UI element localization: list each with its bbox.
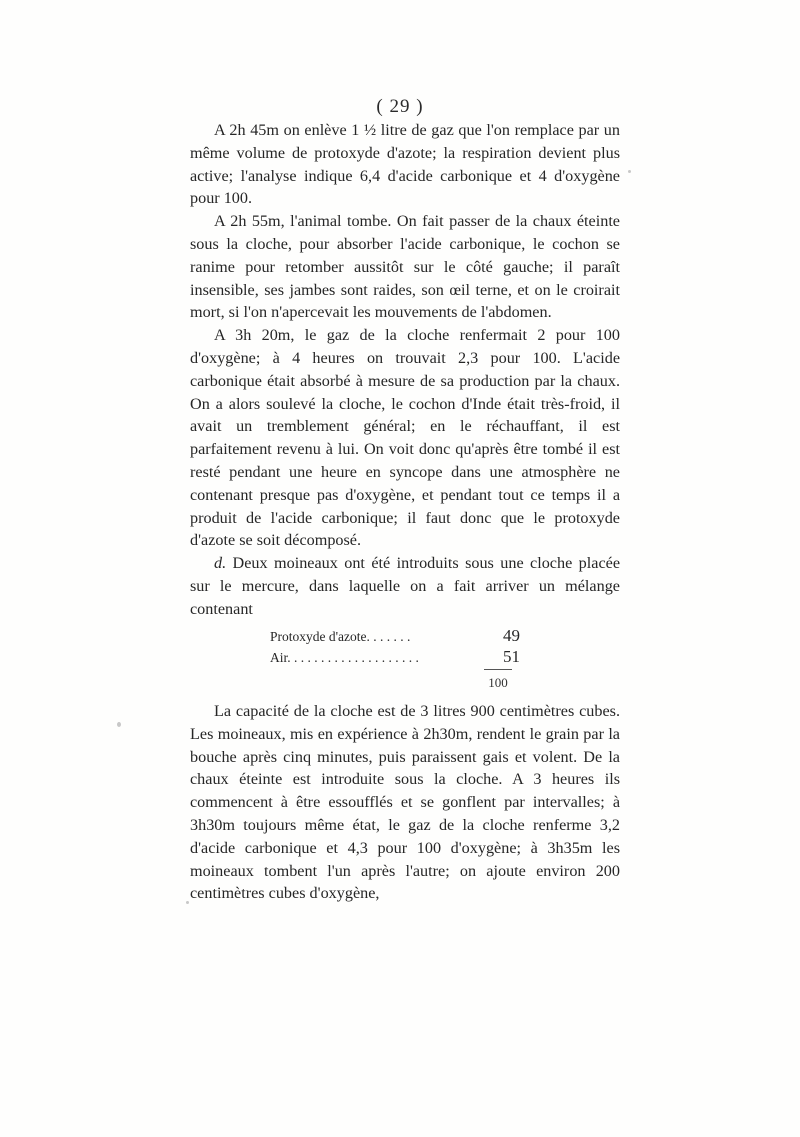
section-letter: d. <box>214 554 227 573</box>
table-total: 100 <box>488 675 508 690</box>
sum-rule <box>484 669 512 670</box>
section-d-text: Deux moineaux ont été introduits sous une cloche placée sur le mercure, dans laquelle on a fait arriver un mélange contenant <box>190 554 620 618</box>
paragraph-1: A 2h 45m on enlève 1 ½ litre de gaz que l'on remplace par un même volume de protoxyde d'azote; la respiration devient plus active; l'analyse indique 6,4 d'acide carbonique et 4 d'oxygène pour 100. <box>190 121 620 208</box>
paper-speck <box>628 170 631 173</box>
row-label: Protoxyde d'azote. . . . . . . <box>270 629 411 644</box>
closing-text <box>190 700 620 905</box>
paragraph-2: A 2h 55m, l'animal tombe. On fait passer de la chaux éteinte sous la cloche, pour absorber l'acide carbonique, le cochon se ranime pour retomber aussitôt sur le côté gauche; il paraît insensible, ses jambes sont raides, son œil terne, et on le croirait mort, si l'on n'apercevait les mouvements de l'abdomen. <box>190 212 620 322</box>
paragraph-d <box>190 552 620 620</box>
table-row <box>270 647 520 668</box>
table-row <box>270 626 520 647</box>
row-value: 49 <box>503 626 520 645</box>
row-value: 51 <box>503 647 520 666</box>
paragraph-3: A 3h 20m, le gaz de la cloche renfermait 2 pour 100 d'oxygène; à 4 heures on trouvait 2,3 pour 100. L'acide carbonique était absorbé à mesure de sa production par la chaux. On a alors soulevé la cloche, le cochon d'Inde était très-froid, il avait un tremblement général; en le réchauffant, il est parfaitement revenu à lui. On voit donc qu'après être tombé il est resté pendant une heure en syncope dans une atmosphère ne contenant presque pas d'oxygène, et pendant tout ce temps il a produit de l'acide carbonique; il faut donc que le protoxyde d'azote se soit décomposé. <box>190 326 620 550</box>
mixture-table <box>270 626 520 668</box>
page-number: ( 29 ) <box>376 96 424 117</box>
row-label: Air. . . . . . . . . . . . . . . . . . . . <box>270 650 419 665</box>
closing-paragraph: La capacité de la cloche est de 3 litres 900 centimètres cubes. Les moineaux, mis en expérience à 2h30m, rendent le grain par la bouche après cinq minutes, puis paraissent gais et volent. De la chaux éteinte est introduite sous la cloche. A 3 heures ils commencent à être essoufflés et se gonflent par intervalles; à 3h30m toujours même état, le gaz de la cloche renferme 3,2 d'acide carbonique et 4,3 pour 100 d'oxygène; à 3h35m les moineaux tombent l'un après l'autre; on ajoute environ 200 centimètres cubes d'oxygène, <box>190 702 620 903</box>
main-text <box>190 119 620 621</box>
paper-speck <box>186 901 189 904</box>
paper-speck <box>117 722 121 727</box>
